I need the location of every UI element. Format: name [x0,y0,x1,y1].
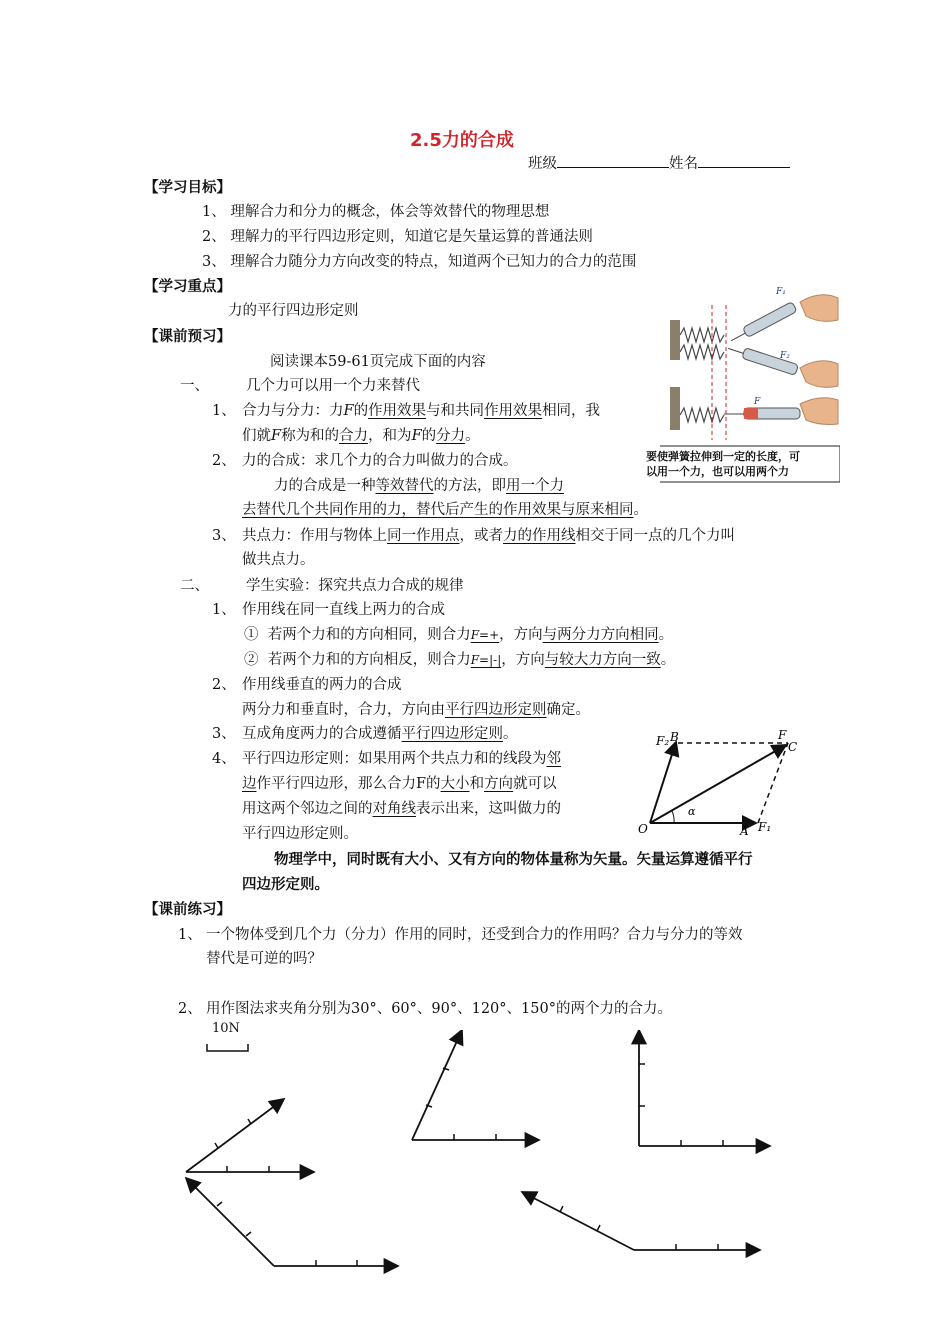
scale-F1 [728,302,797,346]
answer-sum: F=+ [470,628,500,642]
label-alpha: α [688,805,696,818]
wall-b [670,400,680,430]
vector-definition-2: 四边形定则。 [242,877,329,893]
answer-replace: 去替代几个共同作用的力，替代后产生的作用效果与原来相同 [242,502,634,518]
spring-2 [680,345,724,359]
label-F1: F₁ [758,820,772,834]
answer-effect-2: 作用效果 [484,403,543,419]
label-F: F [754,397,761,407]
question-1-line2: 替代是可逆的吗？ [206,951,322,967]
label-C: C [788,740,798,754]
spring-caption-1: 要使弹簧拉伸到一定的长度，可 [646,450,800,463]
label-F2: F₂ [780,351,790,361]
exercise-drawings [0,1030,950,1280]
label-B: B [670,730,679,744]
item-2-2-number: 2、 [212,677,236,693]
wall-a [670,325,680,360]
item-2-3-text: 互成角度两力的合成遵循平行四边形定则。 [242,726,518,742]
answer-component: 分力 [436,428,466,444]
answer-magnitude: 大小 [440,776,470,792]
label-O: O [638,822,648,836]
answer-same-point: 同一作用点 [387,528,460,544]
hand-3 [800,398,838,425]
spring-caption-2: 以用一个力，也可以用两个力 [646,465,789,478]
answer-difference: F=|-| [470,653,502,667]
item-1-1-number: 1、 [212,403,236,419]
answer-parallelogram-rule-1: 平行四边形定则 [445,702,547,718]
item-2-1-text: 作用线在同一直线上两力的合成 [242,602,445,618]
answer-diagonal: 对角线 [372,801,416,817]
item-1-1-line2: 们就F称为和的合力，和为F的分力。 [242,428,480,444]
question-1-line1: 一个物体受到几个力（分力）作用的同时，还受到合力的作用吗？合力与分力的等效 [206,927,743,943]
answer-same-direction: 与两分力方向相同 [542,627,659,643]
answer-resultant: 合力 [339,428,369,444]
angle-arc [672,811,674,823]
answer-equivalent: 等效替代 [375,478,434,494]
class-name-line [528,153,790,174]
angle-30-drawing [186,1099,314,1172]
item-1-2-number: 2、 [212,453,236,469]
angle-150-drawing [186,1178,398,1266]
answer-parallelogram-rule-2: 平行四边形定则 [401,726,503,742]
case-2: ② 若两个力和的方向相反，则合力F=|-|，方向与较大力方向一致。 [244,652,676,668]
item-1-1-line1: 合力与分力：力F的作用效果与和共同作用效果相同，我 [242,403,601,419]
name-label: 姓名 [669,156,698,172]
spring-1 [680,328,724,342]
question-2-text: 用作图法求夹角分别为30°、60°、90°、120°、150°的两个力的合力。 [206,1001,672,1017]
item-1-3-line1: 共点力：作用与物体上同一作用点，或者力的作用线相交于同一点的几个力叫 [242,528,735,544]
item-1-2-line2: 力的合成是一种等效替代的方法，即用一个力 [274,478,564,494]
angle-60-drawing [412,1030,539,1140]
item-2-1-number: 1、 [212,602,236,618]
page-title: 2.5力的合成 [410,130,514,151]
question-2-number: 2、 [178,1001,202,1017]
hand-1 [800,295,838,322]
angle-120-drawing [522,1192,760,1250]
scale-label: 10N [212,1021,240,1036]
vector-definition-1: 物理学中，同时既有大小、又有方向的物体量称为矢量。矢量运算遵循平行 [274,852,753,868]
item-2-4-line3: 用这两个邻边之间的对角线表示出来，这叫做力的 [242,801,561,817]
label-A: A [740,824,749,838]
class-label: 班级 [528,156,557,172]
item-1-2-text: 力的合成：求几个力的合力叫做力的合成。 [242,453,518,469]
objective-item-3: 3、 理解合力随分力方向改变的特点，知道两个已知力的合力的范围 [202,254,637,270]
item-2-2-text: 作用线垂直的两力的合成 [242,677,402,693]
label-F2: F₂ [656,734,670,748]
class-blank[interactable] [557,153,669,168]
hand-2 [800,361,838,388]
objectives-heading: 【学习目标】 [144,180,231,196]
item-1-3-line2: 做共点力。 [242,552,315,568]
part1-title: 几个力可以用一个力来替代 [246,378,420,394]
focus-text: 力的平行四边形定则 [228,303,359,319]
item-1-2-line3: 去替代几个共同作用的力，替代后产生的作用效果与原来相同。 [242,502,648,518]
item-2-3-number: 3、 [212,726,236,742]
scale-F [724,408,800,419]
part2-number: 二、 [180,578,209,594]
item-2-4-number: 4、 [212,751,236,767]
label-F: F [778,728,787,742]
item-2-4-line4: 平行四边形定则。 [242,826,358,842]
part2-title: 学生实验：探究共点力合成的规律 [246,578,464,594]
angle-90-drawing [639,1030,770,1146]
part1-number: 一、 [180,378,209,394]
answer-action-line: 力的作用线 [503,528,576,544]
spring-3 [680,408,724,422]
question-1-number: 1、 [178,927,202,943]
answer-direction: 方向 [484,776,514,792]
case-1: ① 若两个力和的方向相同，则合力F=+，方向与两分力方向相同。 [244,627,674,643]
dashed-AC [758,743,788,823]
item-2-2-line2: 两分力和垂直时，合力，方向由平行四边形定则确定。 [242,702,590,718]
answer-larger-direction: 与较大力方向一致 [544,652,661,668]
parallelogram-figure [630,725,810,840]
name-blank[interactable] [698,153,790,168]
item-1-3-number: 3、 [212,528,236,544]
objective-item-1: 1、 理解合力和分力的概念，体会等效替代的物理思想 [202,204,550,220]
item-2-4-line1: 平行四边形定则：如果用两个共点力和的线段为邻 [242,751,561,767]
label-F1: F₁ [776,287,786,297]
focus-heading: 【学习重点】 [144,279,231,295]
preview-heading: 【课前预习】 [144,329,231,345]
objective-item-2: 2、 理解力的平行四边形定则，知道它是矢量运算的普通法则 [202,229,593,245]
exercise-heading: 【课前练习】 [144,902,231,918]
item-2-4-line2: 边作平行四边形，那么合力F的大小和方向就可以 [242,776,557,792]
answer-one-force: 用一个力 [506,478,564,494]
scale-bar [207,1044,248,1051]
answer-effect-1: 作用效果 [368,403,427,419]
preview-intro: 阅读课本59-61页完成下面的内容 [270,354,486,370]
